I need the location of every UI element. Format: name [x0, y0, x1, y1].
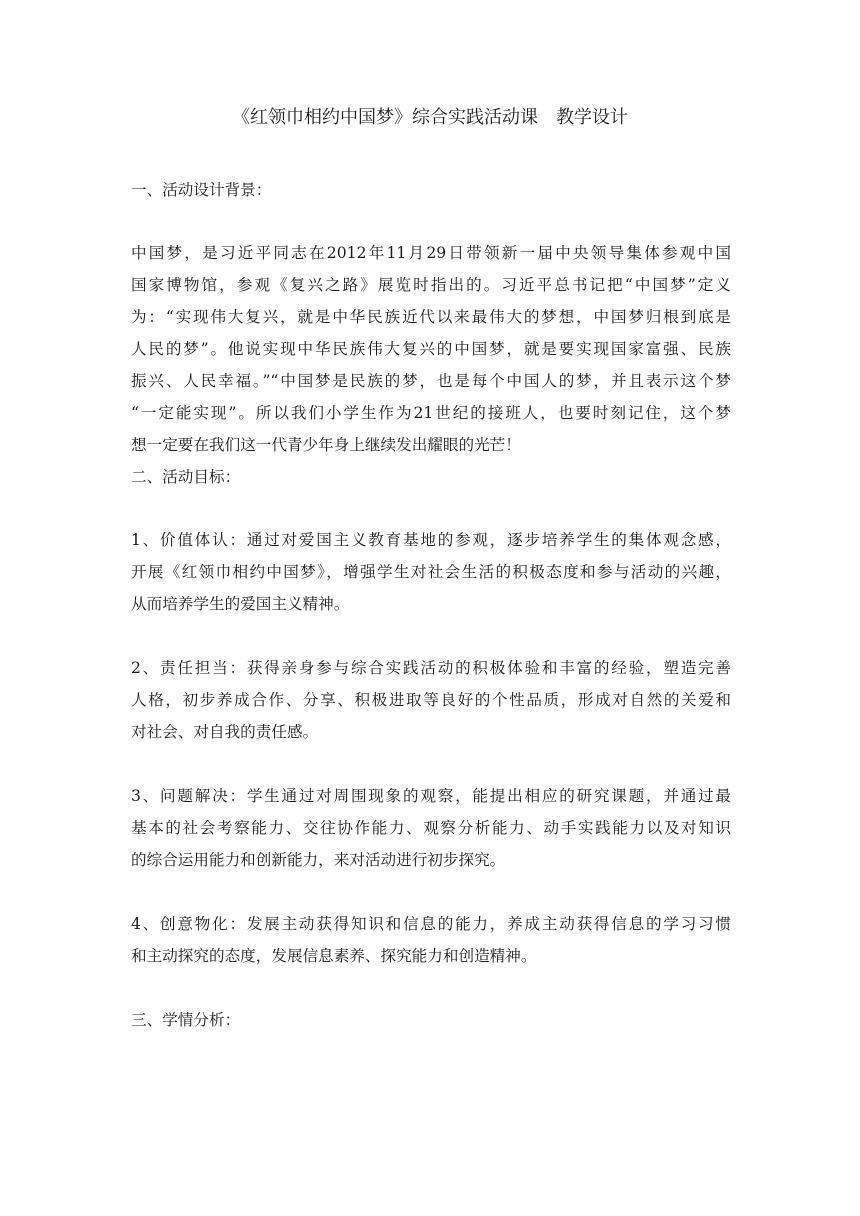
goal-line: 3、问题解决：学生通过对周围现象的观察，能提出相应的研究课题，并通过最 — [131, 787, 731, 805]
goal-line: 的综合运用能力和创新能力，来对活动进行初步探究。 — [131, 851, 506, 869]
section-heading-student-analysis: 三、学情分析： — [131, 1011, 241, 1029]
section-heading-goals: 二、活动目标： — [131, 468, 241, 486]
goal-line: 从而培养学生的爱国主义精神。 — [131, 595, 350, 613]
paragraph-line: 人民的梦”。他说实现中华民族伟大复兴的中国梦，就是要实现国家富强、民族 — [131, 340, 731, 358]
goal-line: 人格，初步养成合作、分享、积极进取等良好的个性品质，形成对自然的关爱和 — [131, 691, 731, 709]
paragraph-line: 振兴、人民幸福。”“中国梦是民族的梦，也是每个中国人的梦，并且表示这个梦 — [131, 372, 731, 390]
goal-line: 和主动探究的态度，发展信息素养、探究能力和创造精神。 — [131, 947, 537, 965]
paragraph-line: 想一定要在我们这一代青少年身上继续发出耀眼的光芒！ — [131, 436, 521, 454]
section-heading-background: 一、活动设计背景： — [131, 181, 272, 199]
goal-line: 1、价值体认：通过对爱国主义教育基地的参观，逐步培养学生的集体观念感， — [131, 531, 731, 549]
paragraph-line: 为：“实现伟大复兴，就是中华民族近代以来最伟大的梦想，中国梦归根到底是 — [131, 308, 731, 326]
paragraph-line: 国家博物馆，参观《复兴之路》展览时指出的。习近平总书记把“中国梦”定义 — [131, 276, 731, 294]
goal-line: 对社会、对自我的责任感。 — [131, 723, 319, 741]
document-title: 《红领巾相约中国梦》综合实践活动课 教学设计 — [232, 107, 628, 128]
paragraph-line: 中国梦，是习近平同志在2012年11月29日带领新一届中央领导集体参观中国 — [131, 244, 731, 262]
goal-line: 4、创意物化：发展主动获得知识和信息的能力，养成主动获得信息的学习习惯 — [131, 915, 731, 933]
goal-line: 2、责任担当：获得亲身参与综合实践活动的积极体验和丰富的经验，塑造完善 — [131, 659, 731, 677]
goal-line: 基本的社会考察能力、交往协作能力、观察分析能力、动手实践能力以及对知识 — [131, 819, 731, 837]
paragraph-line: “一定能实现”。所以我们小学生作为21世纪的接班人，也要时刻记住，这个梦 — [131, 404, 731, 422]
goal-line: 开展《红领巾相约中国梦》，增强学生对社会生活的积极态度和参与活动的兴趣， — [131, 563, 731, 581]
